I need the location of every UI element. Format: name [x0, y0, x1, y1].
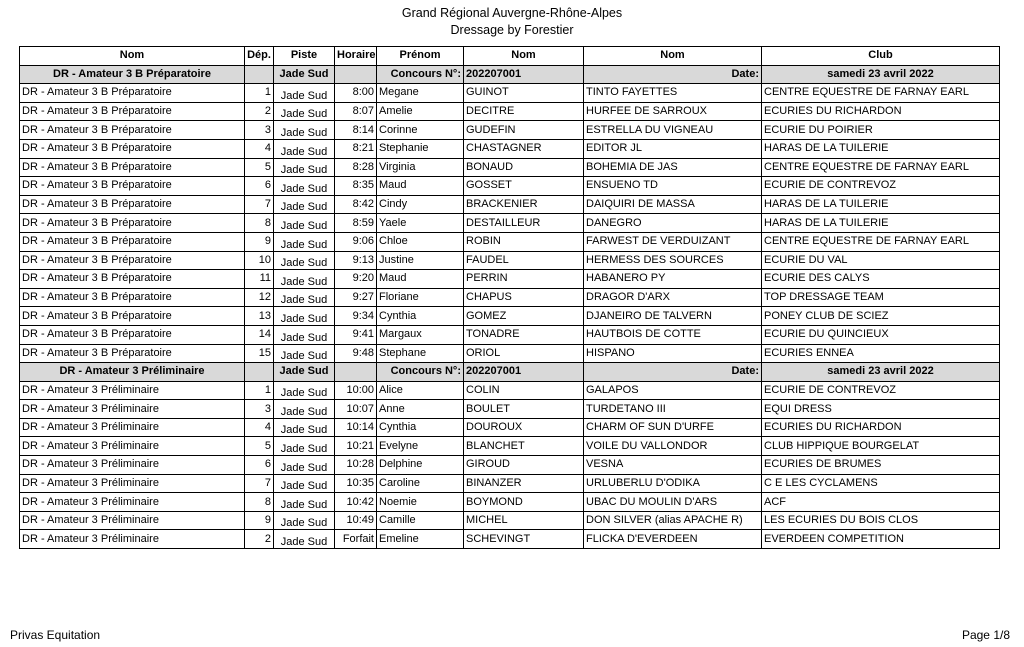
cell-nom-cavalier: GUDEFIN [464, 121, 584, 140]
cell-nom-cavalier: BOYMOND [464, 493, 584, 512]
cell-prenom: Cynthia [377, 418, 464, 437]
cell-prenom: Caroline [377, 474, 464, 493]
cell-piste: Jade Sud [274, 84, 335, 103]
table-row [20, 511, 1000, 530]
table-body [20, 65, 1000, 548]
section-date-value: samedi 23 avril 2022 [762, 363, 1000, 382]
cell-nom-cavalier: DESTAILLEUR [464, 214, 584, 233]
cell-club: ACF [762, 493, 1000, 512]
section-date-label: Date: [584, 363, 762, 382]
table-row [20, 288, 1000, 307]
cell-dep: 7 [245, 195, 274, 214]
cell-nom-cavalier: BRACKENIER [464, 195, 584, 214]
table-row [20, 530, 1000, 549]
cell-club: ECURIE DU QUINCIEUX [762, 325, 1000, 344]
table-row [20, 232, 1000, 251]
cell-piste: Jade Sud [274, 232, 335, 251]
cell-prenom: Virginia [377, 158, 464, 177]
cell-piste: Jade Sud [274, 493, 335, 512]
section-piste: Jade Sud [274, 65, 335, 84]
cell-nom-cheval: HERMESS DES SOURCES [584, 251, 762, 270]
table-row [20, 493, 1000, 512]
cell-club: HARAS DE LA TUILERIE [762, 214, 1000, 233]
section-name: DR - Amateur 3 B Préparatoire [20, 65, 245, 84]
footer-page-number: Page 1/8 [961, 628, 1010, 642]
cell-epreuve: DR - Amateur 3 Préliminaire [20, 511, 245, 530]
cell-epreuve: DR - Amateur 3 B Préparatoire [20, 195, 245, 214]
cell-prenom: Delphine [377, 456, 464, 475]
cell-dep: 15 [245, 344, 274, 363]
cell-piste: Jade Sud [274, 195, 335, 214]
cell-nom-cavalier: FAUDEL [464, 251, 584, 270]
cell-club: ECURIE DE CONTREVOZ [762, 381, 1000, 400]
cell-epreuve: DR - Amateur 3 B Préparatoire [20, 344, 245, 363]
table-row [20, 158, 1000, 177]
col-header-epreuve: Nom [20, 47, 245, 66]
section-date-value: samedi 23 avril 2022 [762, 65, 1000, 84]
cell-dep: 12 [245, 288, 274, 307]
cell-horaire: 9:41 [335, 325, 377, 344]
cell-nom-cheval: TURDETANO III [584, 400, 762, 419]
cell-nom-cheval: HURFEE DE SARROUX [584, 102, 762, 121]
table-row [20, 177, 1000, 196]
cell-nom-cavalier: GOSSET [464, 177, 584, 196]
cell-nom-cheval: URLUBERLU D'ODIKA [584, 474, 762, 493]
cell-nom-cheval: FARWEST DE VERDUIZANT [584, 232, 762, 251]
cell-horaire: 10:49 [335, 511, 377, 530]
cell-club: HARAS DE LA TUILERIE [762, 195, 1000, 214]
footer-organizer: Privas Equitation [10, 628, 101, 642]
cell-dep: 5 [245, 437, 274, 456]
cell-horaire: 10:35 [335, 474, 377, 493]
cell-dep: 2 [245, 530, 274, 549]
table-row [20, 474, 1000, 493]
cell-prenom: Maud [377, 177, 464, 196]
cell-nom-cavalier: GUINOT [464, 84, 584, 103]
cell-epreuve: DR - Amateur 3 Préliminaire [20, 493, 245, 512]
cell-club: C E LES CYCLAMENS [762, 474, 1000, 493]
table-row [20, 325, 1000, 344]
cell-epreuve: DR - Amateur 3 B Préparatoire [20, 139, 245, 158]
cell-piste: Jade Sud [274, 400, 335, 419]
table-row [20, 270, 1000, 289]
start-list-table [19, 46, 1000, 549]
cell-piste: Jade Sud [274, 214, 335, 233]
cell-horaire: 10:14 [335, 418, 377, 437]
cell-horaire: 8:35 [335, 177, 377, 196]
cell-piste: Jade Sud [274, 121, 335, 140]
cell-club: ECURIE DE CONTREVOZ [762, 177, 1000, 196]
cell-nom-cheval: HISPANO [584, 344, 762, 363]
cell-prenom: Floriane [377, 288, 464, 307]
cell-nom-cheval: ESTRELLA DU VIGNEAU [584, 121, 762, 140]
cell-piste: Jade Sud [274, 325, 335, 344]
cell-piste: Jade Sud [274, 437, 335, 456]
cell-nom-cheval: DRAGOR D'ARX [584, 288, 762, 307]
table-row [20, 214, 1000, 233]
table-row [20, 344, 1000, 363]
cell-horaire: 10:00 [335, 381, 377, 400]
document-subtitle: Dressage by Forestier [450, 23, 574, 37]
cell-piste: Jade Sud [274, 251, 335, 270]
cell-club: ECURIES ENNEA [762, 344, 1000, 363]
cell-piste: Jade Sud [274, 139, 335, 158]
cell-nom-cavalier: ROBIN [464, 232, 584, 251]
table-row [20, 307, 1000, 326]
cell-dep: 6 [245, 456, 274, 475]
col-header-dep: Dép. [245, 47, 274, 66]
cell-epreuve: DR - Amateur 3 B Préparatoire [20, 121, 245, 140]
cell-club: EQUI DRESS [762, 400, 1000, 419]
cell-dep: 4 [245, 139, 274, 158]
cell-dep: 5 [245, 158, 274, 177]
cell-nom-cavalier: PERRIN [464, 270, 584, 289]
cell-club: ECURIES DU RICHARDON [762, 418, 1000, 437]
cell-piste: Jade Sud [274, 530, 335, 549]
cell-dep: 11 [245, 270, 274, 289]
cell-nom-cavalier: DOUROUX [464, 418, 584, 437]
table-row [20, 84, 1000, 103]
cell-epreuve: DR - Amateur 3 Préliminaire [20, 530, 245, 549]
cell-epreuve: DR - Amateur 3 Préliminaire [20, 456, 245, 475]
cell-epreuve: DR - Amateur 3 B Préparatoire [20, 251, 245, 270]
cell-nom-cheval: ENSUENO TD [584, 177, 762, 196]
cell-nom-cavalier: MICHEL [464, 511, 584, 530]
cell-club: CLUB HIPPIQUE BOURGELAT [762, 437, 1000, 456]
cell-horaire: 8:07 [335, 102, 377, 121]
cell-horaire: 9:48 [335, 344, 377, 363]
table-row [20, 139, 1000, 158]
section-blank [245, 65, 274, 84]
cell-dep: 4 [245, 418, 274, 437]
cell-nom-cheval: CHARM OF SUN D'URFE [584, 418, 762, 437]
cell-club: ECURIES DE BRUMES [762, 456, 1000, 475]
cell-dep: 8 [245, 214, 274, 233]
table-row [20, 195, 1000, 214]
table-row [20, 102, 1000, 121]
cell-prenom: Maud [377, 270, 464, 289]
cell-dep: 3 [245, 400, 274, 419]
cell-piste: Jade Sud [274, 307, 335, 326]
cell-piste: Jade Sud [274, 456, 335, 475]
cell-horaire: 10:28 [335, 456, 377, 475]
cell-club: EVERDEEN COMPETITION [762, 530, 1000, 549]
cell-epreuve: DR - Amateur 3 Préliminaire [20, 474, 245, 493]
cell-nom-cheval: TINTO FAYETTES [584, 84, 762, 103]
cell-prenom: Yaele [377, 214, 464, 233]
cell-horaire: 8:00 [335, 84, 377, 103]
cell-nom-cavalier: BONAUD [464, 158, 584, 177]
cell-horaire: 9:27 [335, 288, 377, 307]
section-header-row [20, 65, 1000, 84]
section-blank [335, 363, 377, 382]
cell-club: ECURIE DU VAL [762, 251, 1000, 270]
cell-prenom: Stephanie [377, 139, 464, 158]
cell-nom-cheval: UBAC DU MOULIN D'ARS [584, 493, 762, 512]
cell-piste: Jade Sud [274, 381, 335, 400]
cell-horaire: 8:42 [335, 195, 377, 214]
cell-dep: 8 [245, 493, 274, 512]
cell-club: CENTRE EQUESTRE DE FARNAY EARL [762, 84, 1000, 103]
cell-prenom: Alice [377, 381, 464, 400]
cell-epreuve: DR - Amateur 3 B Préparatoire [20, 177, 245, 196]
cell-piste: Jade Sud [274, 158, 335, 177]
cell-prenom: Cynthia [377, 307, 464, 326]
cell-piste: Jade Sud [274, 102, 335, 121]
cell-club: PONEY CLUB DE SCIEZ [762, 307, 1000, 326]
cell-prenom: Justine [377, 251, 464, 270]
cell-epreuve: DR - Amateur 3 B Préparatoire [20, 84, 245, 103]
cell-nom-cheval: DJANEIRO DE TALVERN [584, 307, 762, 326]
cell-epreuve: DR - Amateur 3 B Préparatoire [20, 288, 245, 307]
table-row [20, 400, 1000, 419]
cell-horaire: 8:21 [335, 139, 377, 158]
cell-club: CENTRE EQUESTRE DE FARNAY EARL [762, 158, 1000, 177]
cell-dep: 1 [245, 84, 274, 103]
cell-dep: 3 [245, 121, 274, 140]
cell-epreuve: DR - Amateur 3 B Préparatoire [20, 214, 245, 233]
table-row [20, 381, 1000, 400]
table-row [20, 251, 1000, 270]
cell-nom-cheval: DAIQUIRI DE MASSA [584, 195, 762, 214]
cell-nom-cheval: BOHEMIA DE JAS [584, 158, 762, 177]
cell-dep: 13 [245, 307, 274, 326]
cell-club: ECURIE DES CALYS [762, 270, 1000, 289]
cell-epreuve: DR - Amateur 3 B Préparatoire [20, 325, 245, 344]
cell-prenom: Cindy [377, 195, 464, 214]
col-header-piste: Piste [274, 47, 335, 66]
section-concours-value: 202207001 [464, 65, 584, 84]
cell-nom-cavalier: CHAPUS [464, 288, 584, 307]
cell-prenom: Camille [377, 511, 464, 530]
section-concours-value: 202207001 [464, 363, 584, 382]
section-header-row [20, 363, 1000, 382]
column-header-row [20, 47, 1000, 66]
cell-epreuve: DR - Amateur 3 Préliminaire [20, 381, 245, 400]
document-title: Grand Régional Auvergne-Rhône-Alpes [401, 6, 623, 20]
table-row [20, 121, 1000, 140]
cell-nom-cheval: VESNA [584, 456, 762, 475]
cell-horaire: 9:06 [335, 232, 377, 251]
cell-nom-cheval: HAUTBOIS DE COTTE [584, 325, 762, 344]
cell-nom-cheval: DANEGRO [584, 214, 762, 233]
section-concours-label: Concours N°: [377, 363, 464, 382]
cell-horaire: 10:42 [335, 493, 377, 512]
cell-nom-cavalier: ORIOL [464, 344, 584, 363]
cell-epreuve: DR - Amateur 3 Préliminaire [20, 418, 245, 437]
cell-nom-cavalier: GIROUD [464, 456, 584, 475]
cell-horaire: 10:07 [335, 400, 377, 419]
cell-nom-cavalier: GOMEZ [464, 307, 584, 326]
table-row [20, 418, 1000, 437]
cell-horaire: 9:13 [335, 251, 377, 270]
cell-club: LES ECURIES DU BOIS CLOS [762, 511, 1000, 530]
section-piste: Jade Sud [274, 363, 335, 382]
col-header-nom-cheval: Nom [584, 47, 762, 66]
cell-dep: 2 [245, 102, 274, 121]
cell-prenom: Evelyne [377, 437, 464, 456]
cell-nom-cavalier: CHASTAGNER [464, 139, 584, 158]
cell-prenom: Noemie [377, 493, 464, 512]
section-concours-label: Concours N°: [377, 65, 464, 84]
cell-dep: 7 [245, 474, 274, 493]
cell-horaire: 8:59 [335, 214, 377, 233]
cell-nom-cheval: HABANERO PY [584, 270, 762, 289]
cell-dep: 9 [245, 511, 274, 530]
cell-horaire: 10:21 [335, 437, 377, 456]
cell-club: CENTRE EQUESTRE DE FARNAY EARL [762, 232, 1000, 251]
cell-nom-cavalier: BINANZER [464, 474, 584, 493]
cell-horaire: 8:14 [335, 121, 377, 140]
section-blank [335, 65, 377, 84]
cell-nom-cavalier: BOULET [464, 400, 584, 419]
cell-nom-cheval: GALAPOS [584, 381, 762, 400]
cell-epreuve: DR - Amateur 3 B Préparatoire [20, 102, 245, 121]
cell-nom-cavalier: SCHEVINGT [464, 530, 584, 549]
cell-piste: Jade Sud [274, 474, 335, 493]
cell-nom-cheval: DON SILVER (alias APACHE R) [584, 511, 762, 530]
cell-prenom: Margaux [377, 325, 464, 344]
cell-prenom: Anne [377, 400, 464, 419]
cell-club: HARAS DE LA TUILERIE [762, 139, 1000, 158]
table-row [20, 437, 1000, 456]
section-name: DR - Amateur 3 Préliminaire [20, 363, 245, 382]
cell-nom-cheval: EDITOR JL [584, 139, 762, 158]
cell-dep: 10 [245, 251, 274, 270]
cell-club: ECURIES DU RICHARDON [762, 102, 1000, 121]
cell-dep: 6 [245, 177, 274, 196]
cell-prenom: Amelie [377, 102, 464, 121]
cell-horaire: 8:28 [335, 158, 377, 177]
cell-piste: Jade Sud [274, 177, 335, 196]
section-date-label: Date: [584, 65, 762, 84]
cell-horaire: 9:20 [335, 270, 377, 289]
cell-dep: 14 [245, 325, 274, 344]
cell-prenom: Megane [377, 84, 464, 103]
cell-prenom: Emeline [377, 530, 464, 549]
col-header-club: Club [762, 47, 1000, 66]
col-header-nom-cavalier: Nom [464, 47, 584, 66]
cell-prenom: Stephane [377, 344, 464, 363]
cell-nom-cavalier: DECITRE [464, 102, 584, 121]
cell-piste: Jade Sud [274, 418, 335, 437]
table-row [20, 456, 1000, 475]
cell-club: TOP DRESSAGE TEAM [762, 288, 1000, 307]
cell-prenom: Chloe [377, 232, 464, 251]
cell-nom-cheval: FLICKA D'EVERDEEN [584, 530, 762, 549]
section-blank [245, 363, 274, 382]
cell-piste: Jade Sud [274, 511, 335, 530]
cell-dep: 1 [245, 381, 274, 400]
cell-epreuve: DR - Amateur 3 Préliminaire [20, 437, 245, 456]
cell-nom-cheval: VOILE DU VALLONDOR [584, 437, 762, 456]
cell-horaire: 9:34 [335, 307, 377, 326]
cell-club: ECURIE DU POIRIER [762, 121, 1000, 140]
cell-epreuve: DR - Amateur 3 B Préparatoire [20, 232, 245, 251]
cell-horaire: Forfait [335, 530, 377, 549]
col-header-horaire: Horaire [335, 47, 377, 66]
cell-piste: Jade Sud [274, 288, 335, 307]
cell-epreuve: DR - Amateur 3 B Préparatoire [20, 307, 245, 326]
cell-nom-cavalier: BLANCHET [464, 437, 584, 456]
cell-dep: 9 [245, 232, 274, 251]
cell-epreuve: DR - Amateur 3 B Préparatoire [20, 158, 245, 177]
cell-epreuve: DR - Amateur 3 Préliminaire [20, 400, 245, 419]
cell-nom-cavalier: COLIN [464, 381, 584, 400]
cell-piste: Jade Sud [274, 344, 335, 363]
col-header-prenom: Prénom [377, 47, 464, 66]
cell-piste: Jade Sud [274, 270, 335, 289]
cell-prenom: Corinne [377, 121, 464, 140]
cell-epreuve: DR - Amateur 3 B Préparatoire [20, 270, 245, 289]
cell-nom-cavalier: TONADRE [464, 325, 584, 344]
